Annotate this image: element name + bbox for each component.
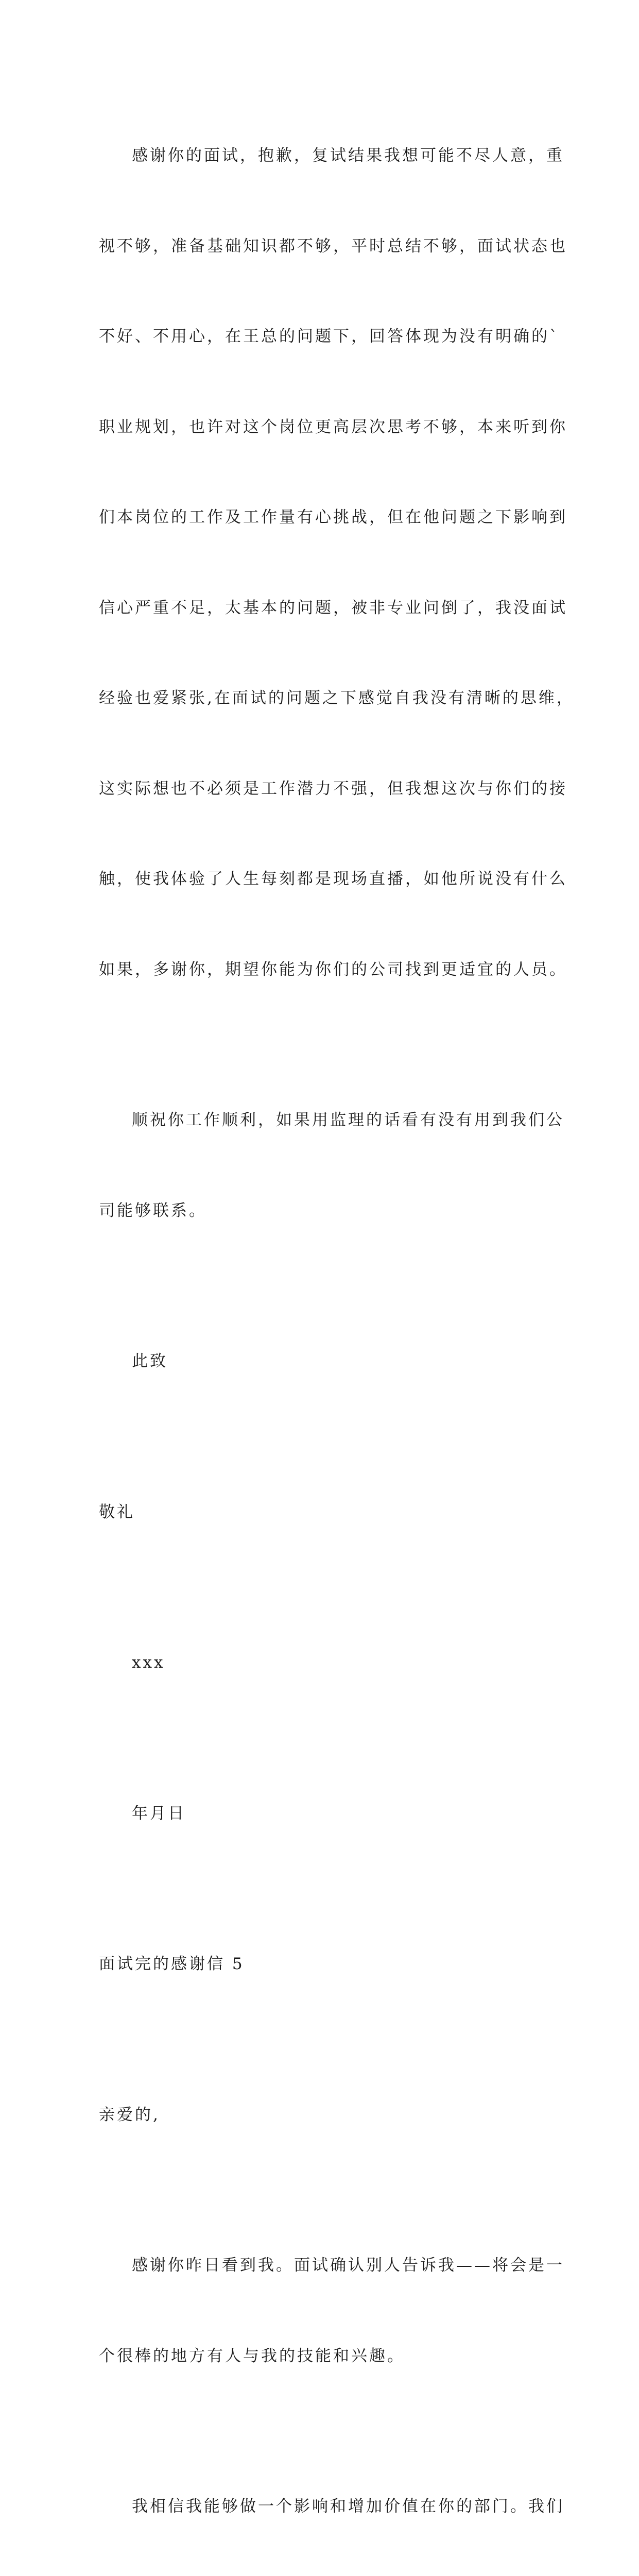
- text-line: 触，使我体验了人生每刻都是现场直播，如他所说没有什么: [99, 870, 567, 888]
- text-line: 如果，多谢你，期望你能为你们的公司找到更适宜的人员。: [99, 960, 567, 979]
- text-line: 我相信我能够做一个影响和增加价值在你的部门。我们: [132, 2497, 564, 2516]
- text-line: 经验也爱紧张,在面试的问题之下感觉自我没有清晰的思维，: [99, 689, 575, 707]
- text-line: 信心严重不足，太基本的问题，被非专业问倒了，我没面试: [99, 598, 567, 617]
- text-line: 这实际想也不必须是工作潜力不强，但我想这次与你们的接: [99, 779, 567, 798]
- text-line: 职业规划，也许对这个岗位更高层次思考不够，本来听到你: [99, 417, 567, 436]
- closing-salute: 敬礼: [99, 1502, 135, 1521]
- text-line: 司能够联系。: [99, 1201, 207, 1220]
- text-line: 不好、不用心，在王总的问题下，回答体现为没有明确的`: [99, 327, 560, 346]
- letter5-title: 面试完的感谢信 5: [99, 1955, 245, 1973]
- letter5-paragraph-1: [99, 2190, 564, 2431]
- text-line: 感谢你昨日看到我。面试确认别人告诉我——将会是一: [132, 2256, 564, 2275]
- closing-regards: 此致: [132, 1352, 168, 1370]
- document-content: [99, 80, 575, 2576]
- letter5-salutation: 亲爱的,: [99, 2105, 160, 2124]
- text-line: 感谢你的面试，抱歉，复试结果我想可能不尽人意，重: [132, 146, 564, 165]
- letter5-paragraph-2: [99, 2431, 564, 2576]
- letter4-wish-paragraph: [99, 1045, 564, 1286]
- letter4-body-paragraph: [99, 80, 575, 1045]
- text-line: 个很棒的地方有人与我的技能和兴趣。: [99, 2346, 405, 2365]
- text-line: 们本岗位的工作及工作量有心挑战，但在他问题之下影响到: [99, 508, 567, 527]
- text-line: 顺祝你工作顺利，如果用监理的话看有没有用到我们公: [132, 1111, 564, 1129]
- signature: xxx: [132, 1653, 165, 1672]
- date-line: 年月日: [132, 1804, 186, 1823]
- text-line: 视不够，准备基础知识都不够，平时总结不够，面试状态也: [99, 236, 567, 256]
